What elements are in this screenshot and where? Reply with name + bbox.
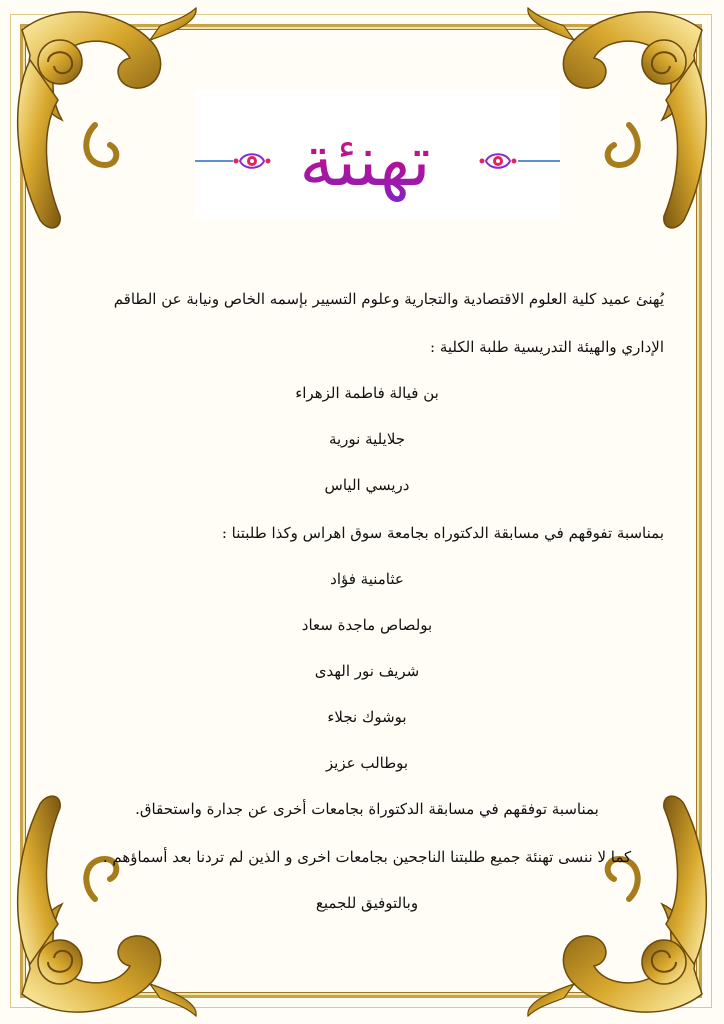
paragraph-occasion: بمناسبة تفوقهم في مسابقة الدكتوراه بجامعة سوق اهراس وكذا طلبتنا :	[221, 524, 664, 542]
paragraph-other-universities: بمناسبة توفقهم في مسابقة الدكتوراة بجامعات أخرى عن جدارة واستحقاق.	[135, 800, 599, 818]
list-item: بولصاص ماجدة سعاد	[301, 616, 433, 634]
list-item: دريسي الياس	[324, 476, 410, 494]
list-item: بوشوك نجلاء	[327, 708, 407, 726]
list-item: عثامنية فؤاد	[330, 570, 404, 588]
list-item: جلايلية نورية	[328, 430, 406, 448]
page-title: تهنئة	[260, 106, 470, 216]
list-item: بوطالب عزيز	[325, 754, 409, 772]
gold-corner-ornament-icon	[0, 0, 200, 240]
title-rule-right	[518, 160, 560, 162]
paragraph-all-students: كما لا ننسى تهنئة جميع طلبتنا الناجحين بجامعات اخرى و الذين لم تردنا بعد أسماؤهم .	[102, 848, 632, 866]
paragraph-intro: يُهنئ عميد كلية العلوم الاقتصادية والتجارية وعلوم التسيير بإسمه الخاص ونيابة عن الطاقم	[113, 290, 664, 308]
list-item: شريف نور الهدى	[314, 662, 420, 680]
title-rule-left	[195, 160, 233, 162]
list-item: بن فيالة فاطمة الزهراء	[295, 384, 439, 402]
floral-motif-icon	[478, 146, 518, 176]
paragraph-intro-cont: الإداري والهيئة التدريسية طلبة الكلية :	[430, 338, 664, 356]
closing-line: وبالتوفيق للجميع	[315, 894, 419, 912]
